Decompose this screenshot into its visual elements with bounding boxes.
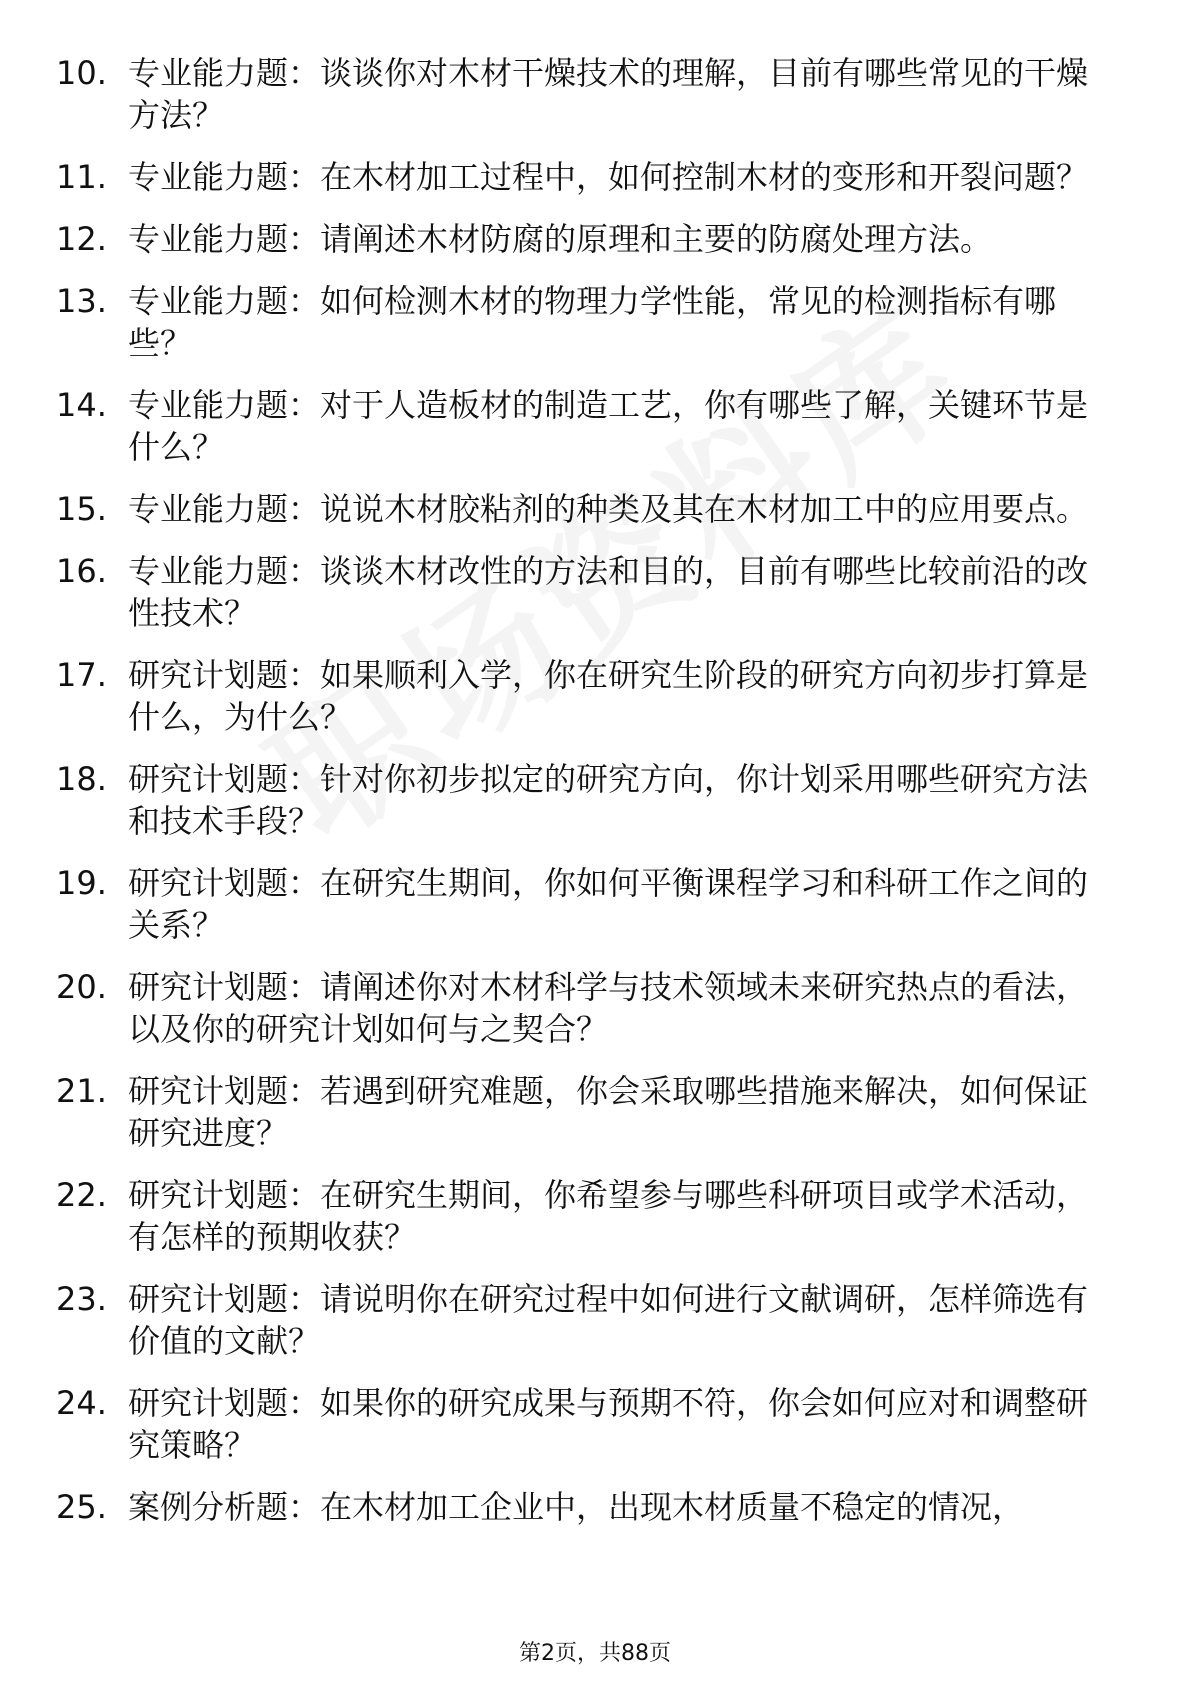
question-number: 24. xyxy=(56,1384,107,1422)
question-category: 专业能力题： xyxy=(128,552,321,590)
question-category: 专业能力题： xyxy=(128,490,321,528)
question-body xyxy=(128,1382,1106,1466)
question-category: 研究计划题： xyxy=(128,968,321,1006)
question-number: 20. xyxy=(56,968,107,1006)
question-item xyxy=(56,280,1106,364)
question-number: 25. xyxy=(56,1488,107,1526)
question-category: 专业能力题： xyxy=(128,220,321,258)
question-number: 11. xyxy=(56,158,107,196)
question-category: 专业能力题： xyxy=(128,282,321,320)
question-text: 如果你的研究成果与预期不符，你会如何应对和调整研究策略？ xyxy=(128,1384,1089,1464)
question-category: 研究计划题： xyxy=(128,1384,321,1422)
question-body xyxy=(128,384,1106,468)
question-text: 在研究生期间，你希望参与哪些科研项目或学术活动，有怎样的预期收获？ xyxy=(128,1176,1089,1256)
question-number: 21. xyxy=(56,1072,107,1110)
question-item xyxy=(56,156,1106,198)
question-number: 15. xyxy=(56,490,107,528)
question-body xyxy=(128,1070,1106,1154)
question-number: 22. xyxy=(56,1176,107,1214)
question-body xyxy=(128,966,1106,1050)
page-number-footer: 第2页，共88页 xyxy=(519,1641,671,1666)
question-item xyxy=(56,218,1106,260)
question-category: 专业能力题： xyxy=(128,54,321,92)
question-category: 研究计划题： xyxy=(128,1176,321,1214)
question-item xyxy=(56,52,1106,136)
question-text: 对于人造板材的制造工艺，你有哪些了解，关键环节是什么？ xyxy=(128,386,1089,466)
question-text: 若遇到研究难题，你会采取哪些措施来解决，如何保证研究进度？ xyxy=(128,1072,1089,1152)
question-number: 13. xyxy=(56,282,107,320)
question-body xyxy=(128,1278,1106,1362)
question-category: 研究计划题： xyxy=(128,1072,321,1110)
question-number: 17. xyxy=(56,656,107,694)
question-item xyxy=(56,1174,1106,1258)
question-list xyxy=(56,52,1106,1548)
question-number: 18. xyxy=(56,760,107,798)
question-body xyxy=(128,52,1106,136)
question-body xyxy=(128,654,1106,738)
question-category: 研究计划题： xyxy=(128,1280,321,1318)
question-number: 12. xyxy=(56,220,107,258)
question-text: 如果顺利入学，你在研究生阶段的研究方向初步打算是什么，为什么？ xyxy=(128,656,1089,736)
question-category: 研究计划题： xyxy=(128,864,321,902)
question-text: 请阐述木材防腐的原理和主要的防腐处理方法。 xyxy=(320,220,993,258)
question-text: 谈谈木材改性的方法和目的，目前有哪些比较前沿的改性技术？ xyxy=(128,552,1089,632)
question-body xyxy=(128,1174,1106,1258)
question-item xyxy=(56,758,1106,842)
question-body xyxy=(128,156,1106,198)
question-item xyxy=(56,1070,1106,1154)
question-category: 案例分析题： xyxy=(128,1488,321,1526)
question-number: 14. xyxy=(56,386,107,424)
question-item xyxy=(56,862,1106,946)
question-item xyxy=(56,966,1106,1050)
question-category: 专业能力题： xyxy=(128,158,321,196)
question-text: 在研究生期间，你如何平衡课程学习和科研工作之间的关系？ xyxy=(128,864,1089,944)
question-text: 谈谈你对木材干燥技术的理解，目前有哪些常见的干燥方法？ xyxy=(128,54,1089,134)
question-text: 在木材加工企业中，出现木材质量不稳定的情况， xyxy=(320,1488,1025,1526)
question-text: 说说木材胶粘剂的种类及其在木材加工中的应用要点。 xyxy=(320,490,1089,528)
question-text: 在木材加工过程中，如何控制木材的变形和开裂问题？ xyxy=(320,158,1089,196)
question-text: 针对你初步拟定的研究方向，你计划采用哪些研究方法和技术手段？ xyxy=(128,760,1089,840)
question-item xyxy=(56,550,1106,634)
question-body xyxy=(128,218,1106,260)
question-number: 19. xyxy=(56,864,107,902)
question-number: 23. xyxy=(56,1280,107,1318)
question-body xyxy=(128,1486,1106,1528)
question-category: 研究计划题： xyxy=(128,656,321,694)
question-category: 研究计划题： xyxy=(128,760,321,798)
question-item xyxy=(56,654,1106,738)
question-item xyxy=(56,1278,1106,1362)
question-item xyxy=(56,1486,1106,1528)
question-text: 如何检测木材的物理力学性能，常见的检测指标有哪些？ xyxy=(128,282,1057,362)
question-category: 专业能力题： xyxy=(128,386,321,424)
question-number: 10. xyxy=(56,54,107,92)
question-body xyxy=(128,862,1106,946)
question-text: 请说明你在研究过程中如何进行文献调研，怎样筛选有价值的文献？ xyxy=(128,1280,1089,1360)
question-body xyxy=(128,550,1106,634)
question-body xyxy=(128,280,1106,364)
question-number: 16. xyxy=(56,552,107,590)
question-item xyxy=(56,1382,1106,1466)
question-item xyxy=(56,384,1106,468)
question-text: 请阐述你对木材科学与技术领域未来研究热点的看法，以及你的研究计划如何与之契合？ xyxy=(128,968,1089,1048)
question-body xyxy=(128,758,1106,842)
question-item xyxy=(56,488,1106,530)
question-body xyxy=(128,488,1106,530)
